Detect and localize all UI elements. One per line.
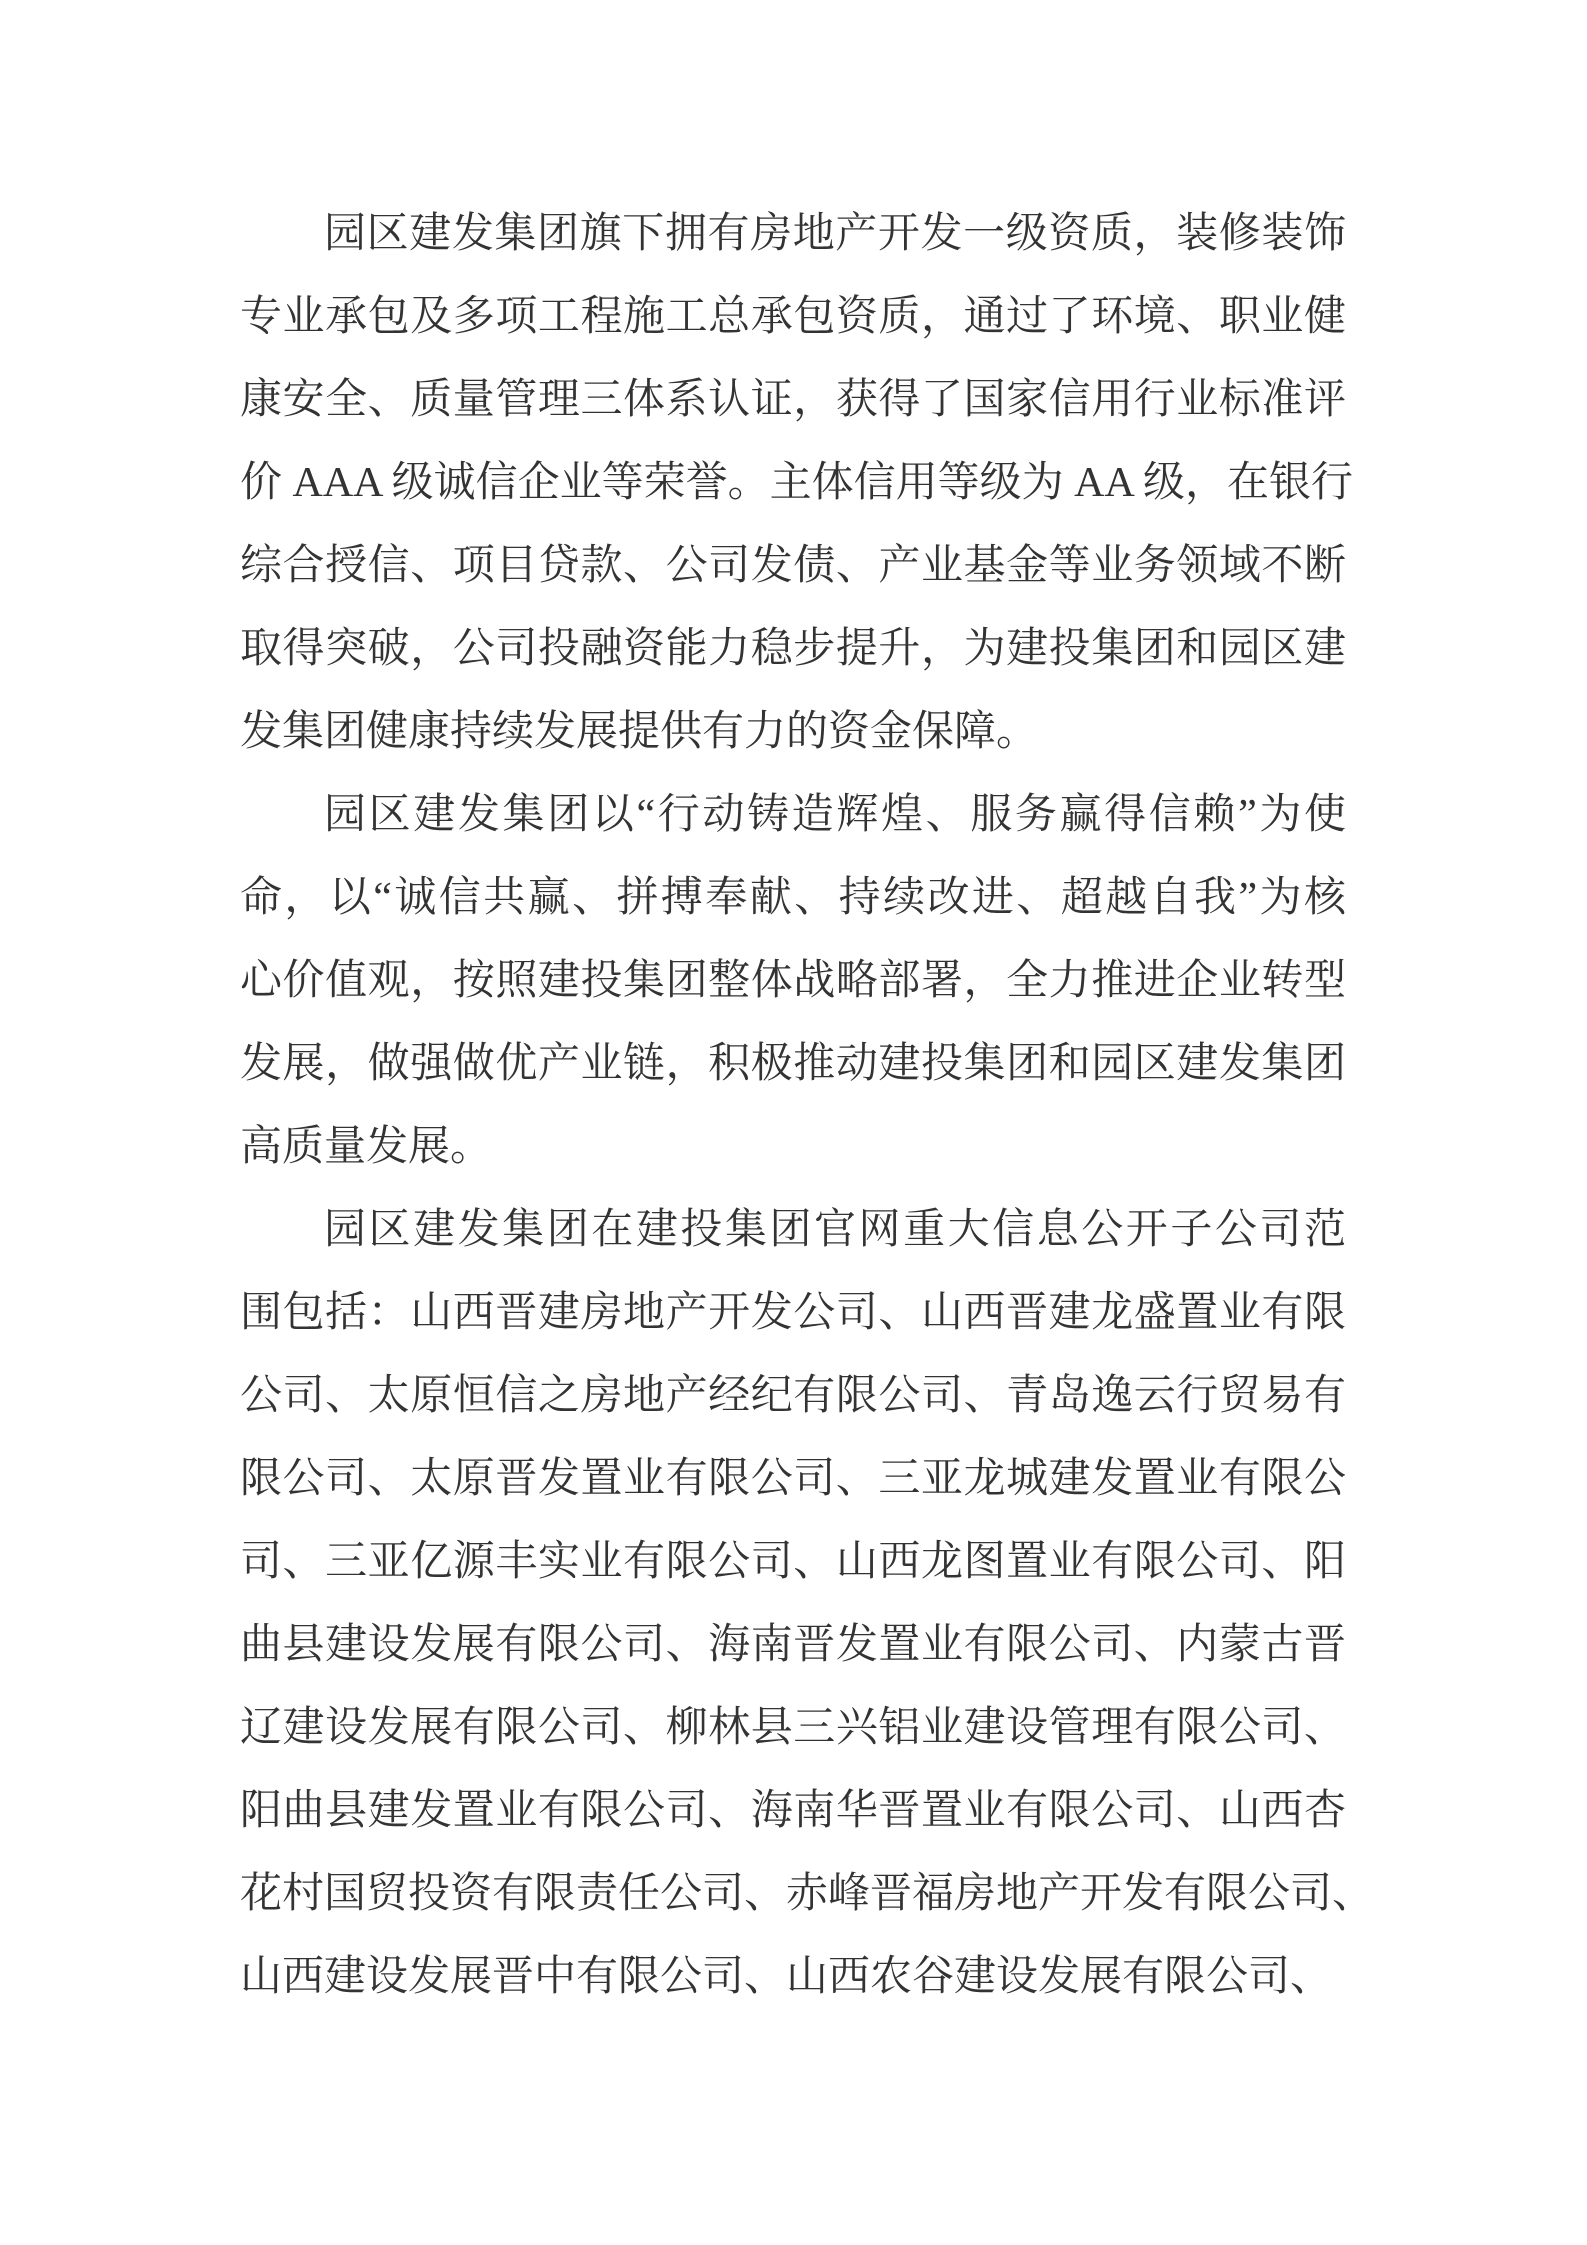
- text-line: 限公司、太原晋发置业有限公司、三亚龙城建发置业有限公: [240, 1456, 1346, 1502]
- text-line: 围包括：山西晋建房地产开发公司、山西晋建龙盛置业有限: [240, 1290, 1346, 1336]
- text-line: 花村国贸投资有限责任公司、赤峰晋福房地产开发有限公司、: [240, 1871, 1375, 1917]
- text-line: 综合授信、项目贷款、公司发债、产业基金等业务领域不断: [240, 543, 1346, 589]
- text-line: 园区建发集团在建投集团官网重大信息公开子公司范: [324, 1207, 1346, 1253]
- text-line: 曲县建设发展有限公司、海南晋发置业有限公司、内蒙古晋: [240, 1622, 1346, 1668]
- text-line: 园区建发集团旗下拥有房地产开发一级资质，装修装饰: [324, 211, 1346, 257]
- paragraph: [240, 774, 1346, 1189]
- text-line: 阳曲县建发置业有限公司、海南华晋置业有限公司、山西杏: [240, 1788, 1346, 1834]
- text-line: 取得突破，公司投融资能力稳步提升，为建投集团和园区建: [240, 626, 1346, 672]
- paragraph: [240, 1189, 1375, 2019]
- text-line: 园区建发集团以“行动铸造辉煌、服务赢得信赖”为使: [324, 792, 1346, 838]
- text-line: 价 AAA 级诚信企业等荣誉。主体信用等级为 AA 级，在银行: [240, 460, 1354, 506]
- text-line: 高质量发展。: [240, 1124, 493, 1170]
- text-line: 发展，做强做优产业链，积极推动建投集团和园区建发集团: [240, 1041, 1346, 1087]
- text-line: 辽建设发展有限公司、柳林县三兴铝业建设管理有限公司、: [240, 1705, 1346, 1751]
- text-line: 康安全、质量管理三体系认证，获得了国家信用行业标准评: [240, 377, 1346, 423]
- paragraph: [240, 193, 1354, 774]
- text-block: [240, 193, 1375, 2019]
- text-line: 命，以“诚信共赢、拼搏奉献、持续改进、超越自我”为核: [240, 875, 1346, 921]
- text-line: 心价值观，按照建投集团整体战略部署，全力推进企业转型: [240, 958, 1346, 1004]
- text-line: 公司、太原恒信之房地产经纪有限公司、青岛逸云行贸易有: [240, 1373, 1346, 1419]
- text-line: 司、三亚亿源丰实业有限公司、山西龙图置业有限公司、阳: [240, 1539, 1346, 1585]
- text-line: 山西建设发展晋中有限公司、山西农谷建设发展有限公司、: [240, 1954, 1333, 2000]
- text-line: 专业承包及多项工程施工总承包资质，通过了环境、职业健: [240, 294, 1346, 340]
- text-line: 发集团健康持续发展提供有力的资金保障。: [240, 709, 1039, 755]
